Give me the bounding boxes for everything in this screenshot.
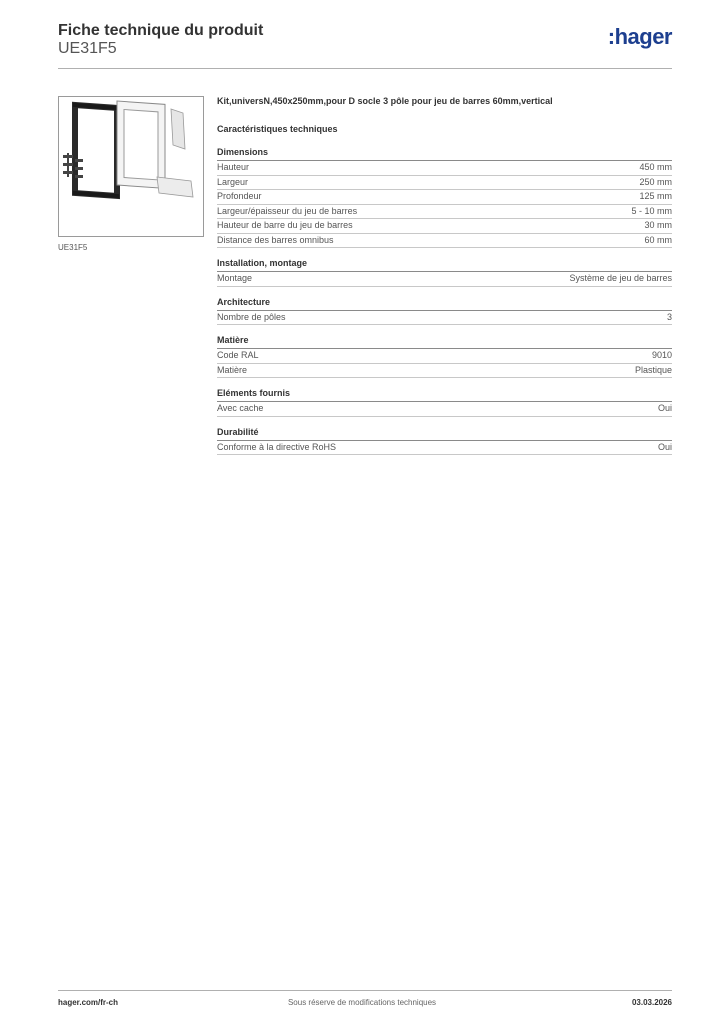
spec-groups bbox=[217, 145, 672, 455]
product-illustration bbox=[59, 97, 203, 236]
document-title: Fiche technique du produit bbox=[58, 22, 264, 39]
spec-row bbox=[217, 234, 672, 249]
spec-row bbox=[217, 402, 672, 417]
spec-value: 3 bbox=[666, 311, 672, 322]
spec-label: Hauteur de barre du jeu de barres bbox=[217, 220, 353, 230]
spec-content bbox=[217, 92, 672, 455]
spec-value: 5 - 10 mm bbox=[631, 205, 672, 216]
spec-row bbox=[217, 205, 672, 220]
footer-date: 03.03.2026 bbox=[631, 998, 672, 1007]
spec-row bbox=[217, 219, 672, 234]
spec-group-title: Architecture bbox=[217, 295, 672, 311]
spec-group-title: Installation, montage bbox=[217, 256, 672, 272]
spec-group-title: Durabilité bbox=[217, 425, 672, 441]
spec-group bbox=[217, 256, 672, 287]
spec-label: Montage bbox=[217, 273, 253, 283]
spec-row bbox=[217, 190, 672, 205]
product-image bbox=[58, 96, 204, 237]
tech-characteristics-title: Caractéristiques techniques bbox=[217, 124, 338, 134]
spec-row bbox=[217, 349, 672, 364]
spec-value: 60 mm bbox=[644, 234, 672, 245]
spec-row bbox=[217, 161, 672, 176]
spec-value: 9010 bbox=[651, 350, 672, 360]
spec-group-title: Dimensions bbox=[217, 145, 672, 161]
spec-group bbox=[217, 333, 672, 378]
spec-row bbox=[217, 364, 672, 379]
spec-group bbox=[217, 386, 672, 417]
logo-colon: : bbox=[607, 24, 615, 49]
spec-value: 125 mm bbox=[639, 191, 672, 201]
spec-value: Système de jeu de barres bbox=[569, 273, 672, 283]
image-caption: UE31F5 bbox=[58, 243, 88, 252]
spec-group-title: Matière bbox=[217, 333, 672, 349]
spec-group bbox=[217, 145, 672, 248]
page-header bbox=[58, 20, 672, 70]
hager-logo bbox=[608, 24, 672, 50]
spec-label: Code RAL bbox=[217, 350, 259, 360]
spec-label: Largeur bbox=[217, 176, 249, 187]
spec-value: Oui bbox=[657, 441, 672, 452]
spec-label: Matière bbox=[217, 364, 248, 375]
spec-row bbox=[217, 176, 672, 191]
product-code: UE31F5 bbox=[58, 40, 117, 57]
spec-label: Hauteur bbox=[217, 162, 250, 172]
spec-row bbox=[217, 272, 672, 287]
footer-notice: Sous réserve de modifications techniques bbox=[287, 998, 437, 1007]
spec-label: Conforme à la directive RoHS bbox=[217, 441, 337, 452]
spec-group bbox=[217, 425, 672, 456]
product-description: Kit,universN,450x250mm,pour D socle 3 pôle pour jeu de barres 60mm,vertical bbox=[217, 96, 553, 106]
footer-divider bbox=[58, 990, 672, 991]
logo-text: hager bbox=[614, 24, 672, 49]
spec-label: Largeur/épaisseur du jeu de barres bbox=[217, 205, 358, 216]
spec-row bbox=[217, 441, 672, 456]
spec-label: Nombre de pôles bbox=[217, 311, 286, 322]
spec-row bbox=[217, 311, 672, 326]
spec-value: Oui bbox=[657, 403, 672, 413]
spec-value: 250 mm bbox=[639, 176, 672, 187]
spec-value: 450 mm bbox=[639, 162, 672, 172]
spec-label: Profondeur bbox=[217, 191, 262, 201]
spec-value: 30 mm bbox=[644, 220, 672, 230]
spec-value: Plastique bbox=[634, 364, 672, 375]
spec-group bbox=[217, 295, 672, 326]
spec-label: Distance des barres omnibus bbox=[217, 234, 334, 245]
spec-group-title: Eléments fournis bbox=[217, 386, 672, 402]
footer-website[interactable]: hager.com/fr-ch bbox=[58, 998, 119, 1007]
spec-label: Avec cache bbox=[217, 403, 264, 413]
header-divider bbox=[58, 68, 672, 69]
